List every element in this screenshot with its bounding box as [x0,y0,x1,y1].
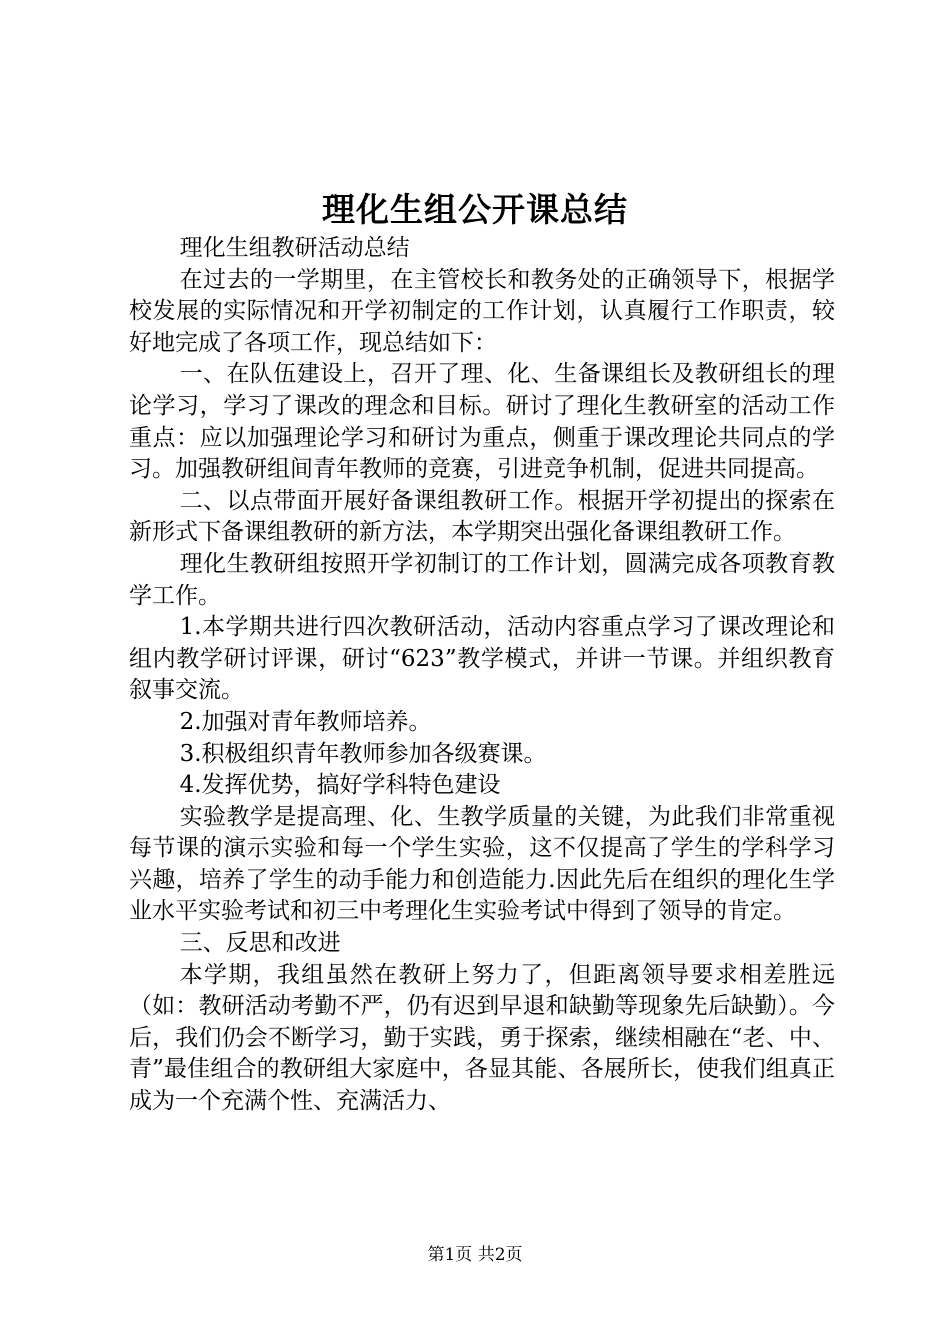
paragraph: 1.本学期共进行四次教研活动，活动内容重点学习了课改理论和组内教学研讨评课，研讨“623”教学模式，并讲一节课。并组织教育叙事交流。 [129,614,835,704]
paragraph: 理化生教研组按照开学初制订的工作计划，圆满完成各项教育教学工作。 [129,550,835,609]
paragraph: 实验教学是提高理、化、生教学质量的关键，为此我们非常重视每节课的演示实验和每一个学生实验，这不仅提高了学生的学科学习兴趣，培养了学生的动手能力和创造能力.因此先后在组织的理化生学业水平实验考试和初三中考理化生实验考试中得到了领导的肯定。 [129,803,835,925]
paragraph: 理化生组教研活动总结 [179,235,410,261]
paragraph: 3.积极组织青年教师参加各级赛课。 [179,740,547,767]
paragraph: 三、反思和改进 [179,930,341,957]
document-body [129,233,835,1118]
paragraph: 二、以点带面开展好备课组教研工作。根据开学初提出的探索在新形式下备课组教研的新方法，本学期突出强化备课组教研工作。 [129,487,835,546]
paragraph: 在过去的一学期里，在主管校长和教务处的正确领导下，根据学校发展的实际情况和开学初制定的工作计划，认真履行工作职责，较好地完成了各项工作，现总结如下： [129,266,835,356]
document-title: 理化生组公开课总结 [322,190,628,229]
paragraph: 一、在队伍建设上，召开了理、化、生备课组长及教研组长的理论学习，学习了课改的理念和目标。研讨了理化生教研室的活动工作重点：应以加强理论学习和研讨为重点，侧重于课改理论共同点的学习。加强教研组间青年教师的竞赛，引进竞争机制，促进共同提高。 [129,361,835,483]
page-footer: 第1页 共2页 [427,1245,523,1265]
paragraph: 2.加强对青年教师培养。 [179,708,432,735]
paragraph: 4.发挥优势，搞好学科特色建设 [179,772,501,799]
paragraph: 本学期，我组虽然在教研上努力了，但距离领导要求相差胜远（如：教研活动考勤不严，仍有迟到早退和缺勤等现象先后缺勤）。今后，我们仍会不断学习，勤于实践，勇于探索，继续相融在“老、中、青”最佳组合的教研组大家庭中，各显其能、各展所长，使我们组真正成为一个充满个性、充满活力、 [129,961,835,1115]
